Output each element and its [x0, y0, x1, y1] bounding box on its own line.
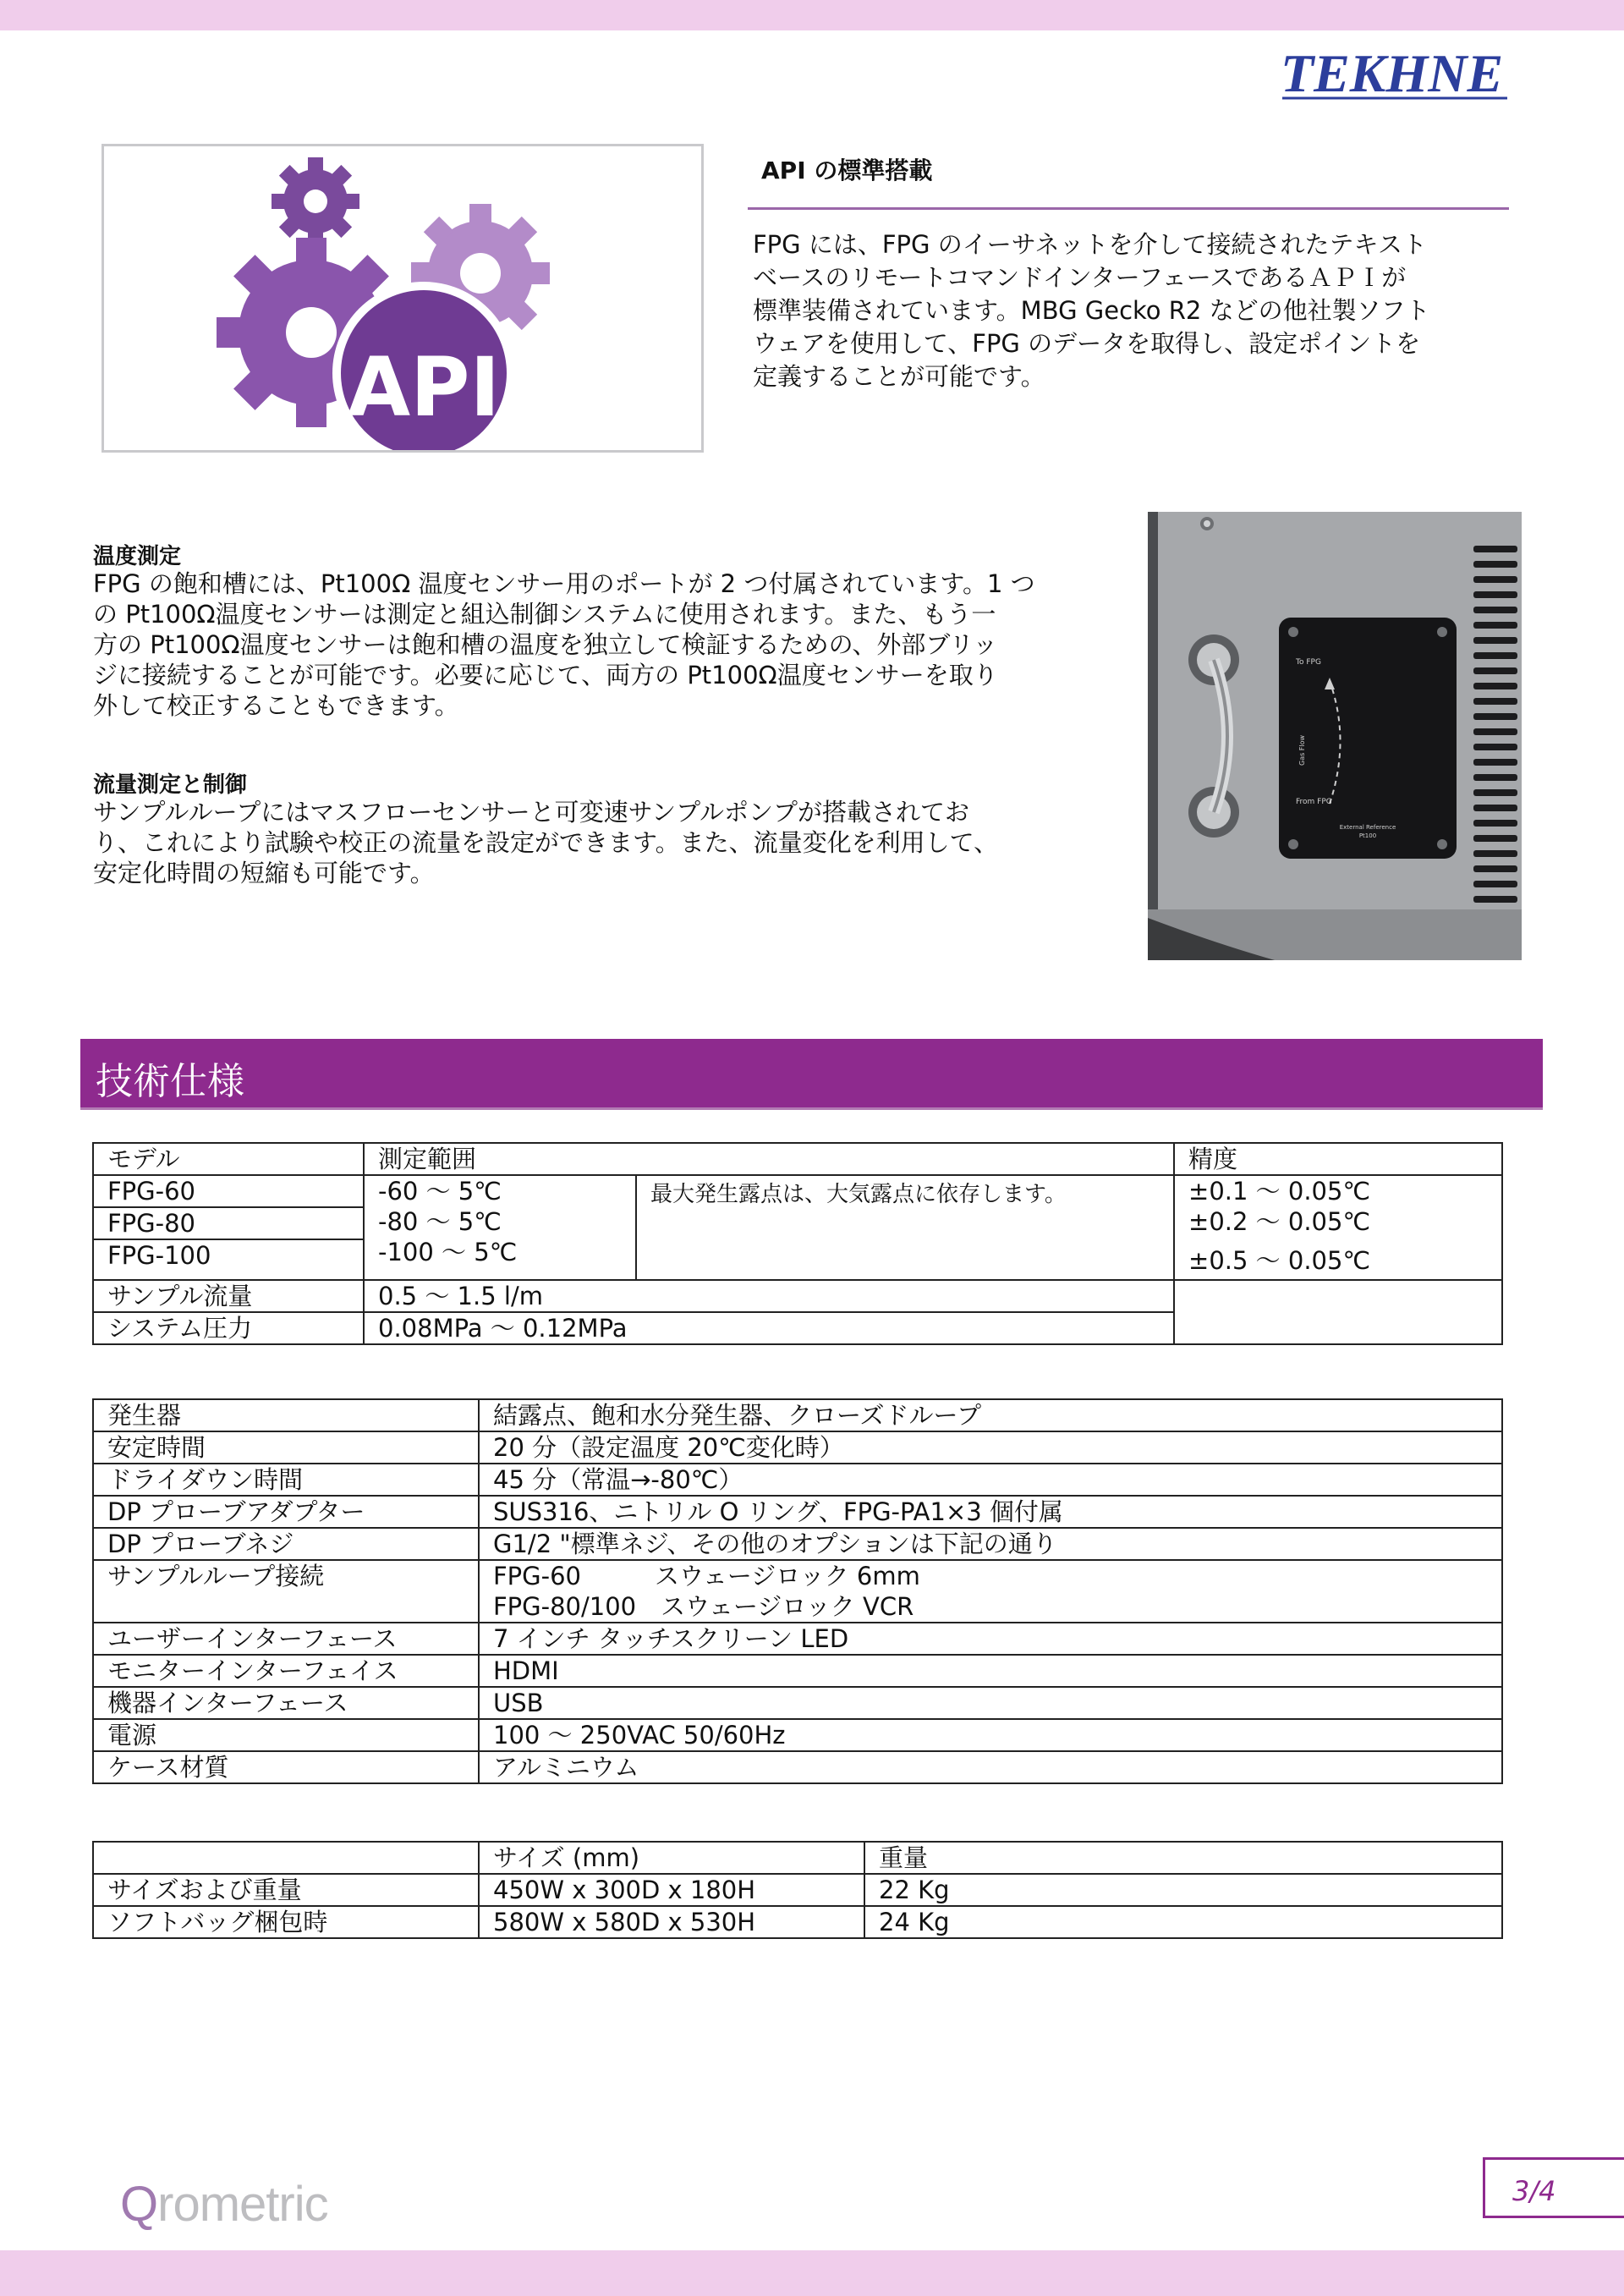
header-model: モデル — [93, 1143, 364, 1175]
pressure-value: 0.08MPa ～ 0.12MPa — [364, 1312, 1174, 1344]
accuracy-cell — [1174, 1175, 1502, 1280]
spec-table-features — [92, 1398, 1503, 1784]
temp-heading: 温度測定 — [93, 544, 182, 569]
flow-paragraph — [93, 797, 1125, 888]
size-row-label: ソフトバッグ梱包時 — [93, 1906, 479, 1938]
header-range: 測定範囲 — [364, 1143, 1174, 1175]
feature-label: 発生器 — [93, 1399, 479, 1431]
tekhne-logo-text: TEKHNE — [1281, 43, 1504, 103]
feature-label: 安定時間 — [93, 1431, 479, 1464]
bottom-band — [0, 2250, 1624, 2296]
page-number: 3/4 — [1483, 2157, 1624, 2218]
feature-label: DP プローブネジ — [93, 1528, 479, 1560]
size-header-blank — [93, 1842, 479, 1874]
qrometric-logo-text: rometric — [157, 2177, 328, 2232]
qrometric-logo-q: Q — [120, 2177, 158, 2232]
range-value: -80 ～ 5℃ — [378, 1207, 502, 1236]
photo-label-ext: External Reference — [1339, 824, 1396, 831]
top-band — [0, 0, 1624, 30]
feature-value: 45 分（常温→-80℃） — [479, 1464, 1502, 1496]
feature-value — [479, 1560, 1502, 1623]
spec-title: 技術仕様 — [96, 1060, 244, 1103]
flow-label: サンプル流量 — [93, 1280, 364, 1312]
gears-icon — [104, 146, 701, 450]
header-accuracy: 精度 — [1174, 1143, 1502, 1175]
api-divider — [748, 207, 1509, 210]
feature-value-line: FPG-60 スウェージロック 6mm — [493, 1562, 920, 1590]
flow-line: サンプルループにはマスフローセンサーと可変速サンプルポンプが搭載されてお — [93, 798, 970, 827]
feature-label: ドライダウン時間 — [93, 1464, 479, 1496]
model-cell: FPG-80 — [93, 1207, 364, 1239]
temp-line: 外して校正することもできます。 — [93, 691, 459, 720]
range-note: 最大発生露点は、大気露点に依存します。 — [636, 1175, 1174, 1280]
empty-cell — [1174, 1280, 1502, 1344]
size-row-label: サイズおよび重量 — [93, 1874, 479, 1906]
qrometric-logo — [120, 2176, 328, 2233]
temp-line: ジに接続することが可能です。必要に応じて、両方の Pt100Ω温度センサーを取り — [93, 661, 998, 689]
photo-label-to: To FPG — [1296, 658, 1321, 667]
feature-label: 電源 — [93, 1719, 479, 1751]
flow-line: 安定化時間の短縮も可能です。 — [93, 859, 435, 887]
accuracy-value: ±0.1 ～ 0.05℃ — [1188, 1177, 1371, 1206]
temp-line: の Pt100Ω温度センサーは測定と組込制御システムに使用されます。また、もう一 — [93, 600, 996, 629]
feature-value: 20 分（設定温度 20℃変化時） — [479, 1431, 1502, 1464]
api-line: 標準装備されています。MBG Gecko R2 などの他社製ソフト — [753, 296, 1430, 325]
api-line: FPG には、FPG のイーサネットを介して接続されたテキスト — [753, 230, 1427, 259]
size-value: 450W x 300D x 180H — [479, 1874, 864, 1906]
weight-value: 24 Kg — [864, 1906, 1502, 1938]
spec-table-size — [92, 1841, 1503, 1939]
model-cell: FPG-100 — [93, 1239, 364, 1280]
accuracy-value: ±0.5 ～ 0.05℃ — [1188, 1246, 1371, 1275]
feature-value: 結露点、飽和水分発生器、クローズドループ — [479, 1399, 1502, 1431]
feature-value: アルミニウム — [479, 1751, 1502, 1783]
feature-value: 7 インチ タッチスクリーン LED — [479, 1623, 1502, 1655]
tekhne-logo — [1277, 42, 1514, 107]
weight-header: 重量 — [864, 1842, 1502, 1874]
size-header: サイズ (mm) — [479, 1842, 864, 1874]
feature-value: SUS316、ニトリル O リング、FPG-PA1×3 個付属 — [479, 1496, 1502, 1528]
feature-label: ケース材質 — [93, 1751, 479, 1783]
api-line: ウェアを使用して、FPG のデータを取得し、設定ポイントを — [753, 329, 1421, 358]
model-cell: FPG-60 — [93, 1175, 364, 1207]
api-title: API の標準搭載 — [761, 157, 933, 184]
flow-heading: 流量測定と制御 — [93, 772, 248, 798]
photo-label-flow: Gas Flow — [1298, 734, 1306, 766]
photo-label-pt: Pt100 — [1358, 832, 1377, 839]
feature-label: モニターインターフェイス — [93, 1655, 479, 1687]
range-value: -60 ～ 5℃ — [378, 1177, 502, 1206]
api-line: 定義することが可能です。 — [753, 362, 1045, 391]
spec-table-models — [92, 1142, 1503, 1345]
spec-section-header — [80, 1039, 1543, 1110]
flow-value: 0.5 ～ 1.5 l/m — [364, 1280, 1174, 1312]
feature-value-line: FPG-80/100 スウェージロック VCR — [493, 1592, 914, 1621]
api-paragraph — [753, 228, 1497, 393]
feature-value: USB — [479, 1687, 1502, 1719]
range-cell — [364, 1175, 636, 1280]
pressure-label: システム圧力 — [93, 1312, 364, 1344]
feature-value: G1/2 "標準ネジ、その他のオプションは下記の通り — [479, 1528, 1502, 1560]
feature-label: サンプルループ接続 — [93, 1560, 479, 1623]
feature-label: DP プローブアダプター — [93, 1496, 479, 1528]
weight-value: 22 Kg — [864, 1874, 1502, 1906]
temp-line: FPG の飽和槽には、Pt100Ω 温度センサー用のポートが 2 つ付属されています。1 つ — [93, 569, 1035, 598]
feature-label: ユーザーインターフェース — [93, 1623, 479, 1655]
api-illustration — [102, 144, 704, 453]
range-value: -100 ～ 5℃ — [378, 1238, 518, 1266]
temp-paragraph — [93, 569, 1125, 721]
feature-value: HDMI — [479, 1655, 1502, 1687]
size-value: 580W x 580D x 530H — [479, 1906, 864, 1938]
temp-line: 方の Pt100Ω温度センサーは飽和槽の温度を独立して検証するための、外部ブリッ — [93, 630, 998, 659]
feature-value: 100 ～ 250VAC 50/60Hz — [479, 1719, 1502, 1751]
flow-line: り、これにより試験や校正の流量を設定ができます。また、流量変化を利用して、 — [93, 828, 999, 857]
photo-label-from: From FPG — [1296, 798, 1332, 806]
accuracy-value: ±0.2 ～ 0.05℃ — [1188, 1207, 1371, 1236]
feature-label: 機器インターフェース — [93, 1687, 479, 1719]
pt100-port-photo — [1148, 512, 1522, 960]
api-badge-text: API — [347, 340, 501, 435]
api-line: ベースのリモートコマンドインターフェースであるＡＰＩが — [753, 263, 1407, 292]
